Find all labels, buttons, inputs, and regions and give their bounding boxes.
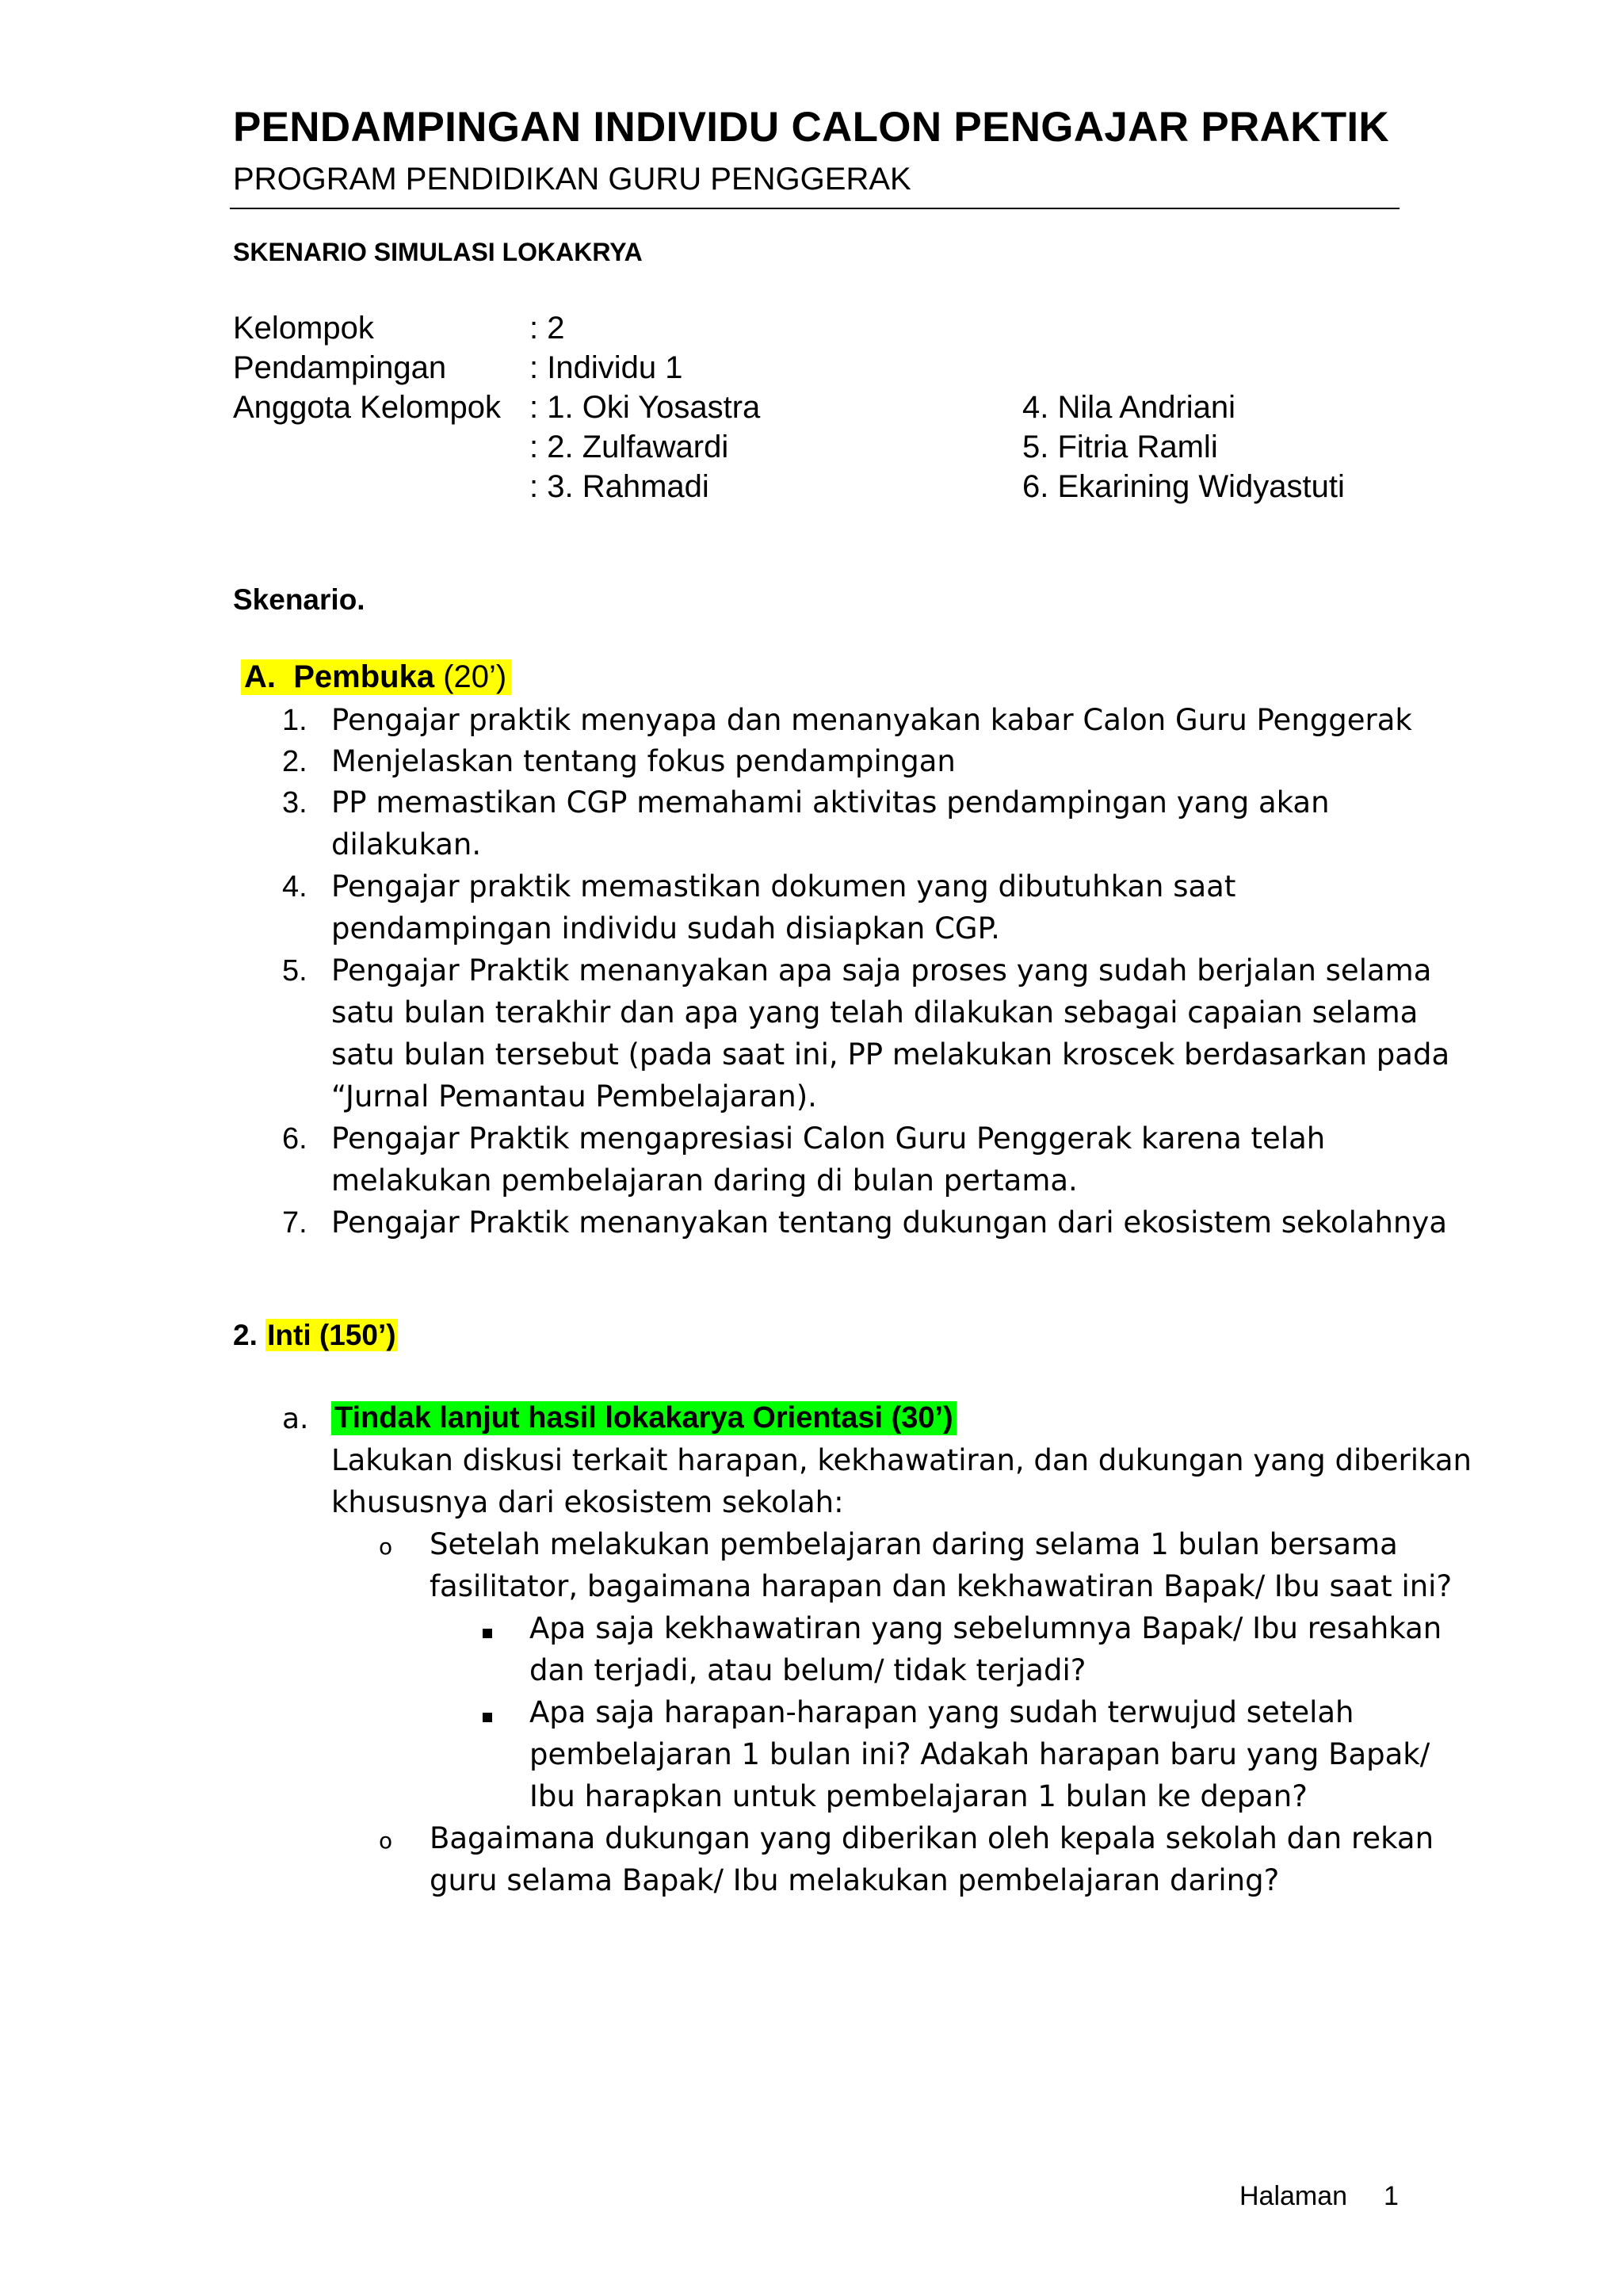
list-number: 4. xyxy=(282,870,307,904)
sub-bullet-item-continued: dan terjadi, atau belum/ tidak terjadi? xyxy=(529,1653,1086,1687)
sub-a-title: Tindak lanjut hasil lokakarya Orientasi (30’) xyxy=(331,1401,957,1435)
section-a-duration: (20’) xyxy=(443,659,507,694)
member-item: 4. Nila Andriani xyxy=(1022,390,1236,425)
bullet-item: Setelah melakukan pembelajaran daring selama 1 bulan bersama xyxy=(430,1527,1398,1561)
skenario-label: Skenario. xyxy=(233,583,365,616)
anggota-label: Anggota Kelompok xyxy=(233,390,502,425)
bullet-item-continued: fasilitator, bagaimana harapan dan kekhawatiran Bapak/ Ibu saat ini? xyxy=(430,1569,1453,1603)
sub-a-intro: Lakukan diskusi terkait harapan, kekhawatiran, dan dukungan yang diberikan xyxy=(331,1443,1472,1477)
list-item: Pengajar Praktik mengapresiasi Calon Guru Penggerak karena telah xyxy=(331,1121,1326,1156)
square-bullet-icon xyxy=(483,1713,492,1722)
list-item-continued: satu bulan tersebut (pada saat ini, PP melakukan kroscek berdasarkan pada xyxy=(331,1037,1450,1072)
list-item-continued: pendampingan individu sudah disiapkan CGP. xyxy=(331,911,1000,946)
bullet-item-continued: guru selama Bapak/ Ibu melakukan pembelajaran daring? xyxy=(430,1863,1280,1897)
sub-a-intro: khususnya dari ekosistem sekolah: xyxy=(331,1485,844,1519)
member-item: 5. Fitria Ramli xyxy=(1022,430,1218,464)
list-item: Pengajar Praktik menanyakan tentang dukungan dari ekosistem sekolahnya xyxy=(331,1205,1447,1240)
list-item: Pengajar praktik memastikan dokumen yang dibutuhkan saat xyxy=(331,869,1236,904)
sub-bullet-item: Apa saja kekhawatiran yang sebelumnya Bapak/ Ibu resahkan xyxy=(529,1611,1442,1645)
member-item: 6. Ekarining Widyastuti xyxy=(1022,469,1345,504)
list-number: 3. xyxy=(282,786,307,819)
member-item: : 3. Rahmadi xyxy=(529,469,709,504)
list-number: 7. xyxy=(282,1206,307,1240)
bullet-item: Bagaimana dukungan yang diberikan oleh kepala sekolah dan rekan xyxy=(430,1821,1434,1855)
list-item-continued: dilakukan. xyxy=(331,827,482,861)
square-bullet-icon xyxy=(483,1629,492,1638)
pendampingan-label: Pendampingan xyxy=(233,350,447,385)
list-item: Menjelaskan tentang fokus pendampingan xyxy=(331,744,956,778)
footer-page-label: Halaman xyxy=(1239,2181,1348,2211)
list-number: 1. xyxy=(282,704,307,737)
circle-bullet-icon: o xyxy=(379,1828,393,1854)
kelompok-label: Kelompok xyxy=(233,311,374,346)
sub-bullet-item-continued: Ibu harapkan untuk pembelajaran 1 bulan ke depan? xyxy=(529,1779,1308,1813)
kelompok-value: : 2 xyxy=(529,311,565,346)
list-item: Pengajar praktik menyapa dan menanyakan kabar Calon Guru Penggerak xyxy=(331,703,1412,737)
section-2-title: Inti (150’) xyxy=(267,1319,396,1351)
sub-a-letter: a. xyxy=(282,1403,309,1435)
member-item: : 2. Zulfawardi xyxy=(529,430,729,464)
section-a-title: Pembuka xyxy=(293,659,435,694)
list-number: 5. xyxy=(282,954,307,988)
section-a-letter: A. xyxy=(244,659,276,694)
list-item-continued: “Jurnal Pemantau Pembelajaran). xyxy=(331,1079,817,1114)
circle-bullet-icon: o xyxy=(379,1534,393,1560)
member-item: : 1. Oki Yosastra xyxy=(529,390,761,425)
sub-bullet-item-continued: pembelajaran 1 bulan ini? Adakah harapan baru yang Bapak/ xyxy=(529,1737,1430,1771)
list-number: 6. xyxy=(282,1122,307,1156)
document-title: PENDAMPINGAN INDIVIDU CALON PENGAJAR PRAKTIK xyxy=(233,104,1390,151)
document-subtitle: PROGRAM PENDIDIKAN GURU PENGGERAK xyxy=(233,162,911,197)
header-rule xyxy=(230,208,1400,209)
section-2-heading xyxy=(233,1319,398,1352)
footer-page-number: 1 xyxy=(1384,2181,1399,2211)
list-number: 2. xyxy=(282,745,307,778)
scenario-heading: SKENARIO SIMULASI LOKAKRYA xyxy=(233,238,643,266)
section-a-heading xyxy=(241,659,511,695)
pendampingan-value: : Individu 1 xyxy=(529,350,683,385)
sub-bullet-item: Apa saja harapan-harapan yang sudah terwujud setelah xyxy=(529,1695,1354,1729)
list-item-continued: melakukan pembelajaran daring di bulan pertama. xyxy=(331,1163,1078,1198)
list-item: Pengajar Praktik menanyakan apa saja proses yang sudah berjalan selama xyxy=(331,953,1432,988)
list-item-continued: satu bulan terakhir dan apa yang telah dilakukan sebagai capaian selama xyxy=(331,995,1419,1030)
list-item: PP memastikan CGP memahami aktivitas pendampingan yang akan xyxy=(331,785,1330,819)
section-2-prefix: 2. xyxy=(233,1319,258,1351)
